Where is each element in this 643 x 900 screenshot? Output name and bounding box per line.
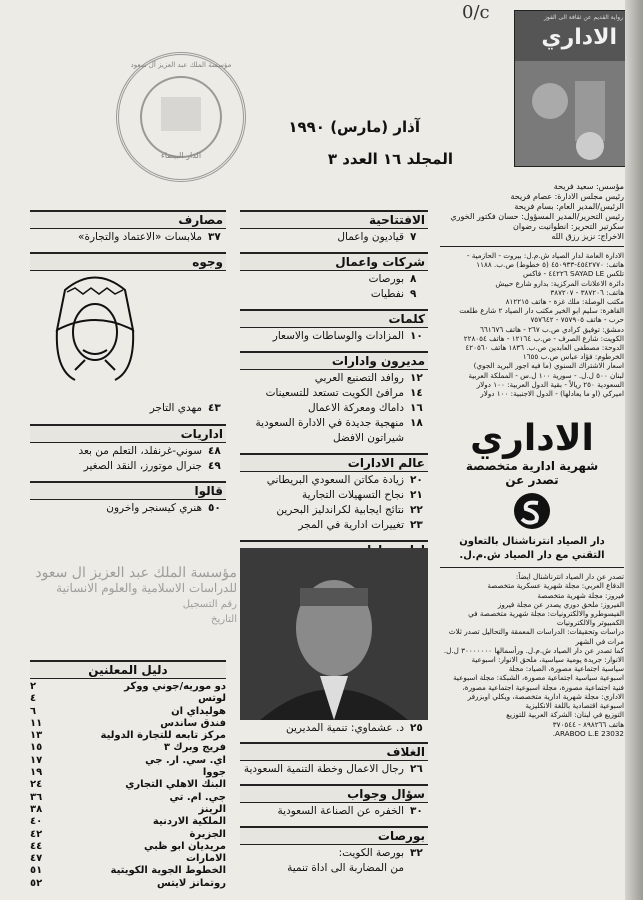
advertiser-entry [30,681,226,693]
toc-entry-page: ١٠ [410,330,423,342]
masthead-publisher-line: التقني مع دار الصياد ش.م.ل. [459,550,605,562]
handwritten-mark: 0/c [462,2,490,23]
masthead-admin-line: اسعار الاشتراك السنوي (ما فيه اجور البريد الجوي) [473,361,624,371]
library-stamp-line2: للدراسات الاسلامية والعلوم الانسانية [56,581,237,595]
toc-section-title: بورصات [240,826,428,845]
toc-entry-title: قياديون واعمال [337,231,404,243]
advertiser-name: مريديان ابو ظبي [143,840,226,852]
toc-entry [240,432,428,445]
advertiser-name: لوتس [198,693,226,705]
advertiser-entry [30,829,226,841]
toc-entry-title: بورصات [368,273,404,285]
toc-entry-page [410,862,428,875]
advertiser-page: ٢٤ [30,779,43,791]
masthead-bottom-line: فنية اجتماعية مصورة، مجلة اسبوعية اجتماعية مصورة، [462,682,624,692]
masthead-bottom-line: هاتف ٨٩٨٢٦٦ - ٣٧٠٥٤٤ [552,719,624,729]
advertiser-name: جي. ام. تي [169,791,226,803]
toc-left-lower [30,424,226,515]
advertiser-name: الرينز [198,803,226,815]
toc-section-title: مديرون وادارات [240,351,428,370]
advertiser-page: ٢ [30,681,37,692]
cover-photo [515,61,625,166]
publisher-logo [440,491,624,535]
advertiser-entry [30,693,226,705]
advertisers-title: دليل المعلنين [30,660,226,679]
toc-entry-title: مرافئ الكويت تستعد للتسعينات [265,387,404,399]
advertiser-name: الخطوط الجوية الكويتية [110,865,226,877]
toc-entry [240,288,428,301]
advertiser-name: اي. سي. ار. جي [145,754,226,766]
masthead-staff-line: رئيس التحرير/المدير المسؤول: حسان فكتور الخوري [450,212,624,221]
toc-entry-title: من المضاربة الى اداة تنمية [287,862,404,874]
advertiser-entry [30,878,226,890]
masthead-tagline2: تصدر عن [505,473,559,488]
masthead-bottom-line: سياسية اجتماعية مصورة، الصياد: مجلة [508,664,624,674]
toc-entry-page: ٢٦ [410,763,423,775]
advertiser-entry [30,792,226,804]
advertiser-entry [30,718,226,730]
toc-section-title: وجوه [30,252,226,271]
advertiser-name: مركز تابعه للتجارة الدولية [100,730,226,742]
advertiser-page: ١٧ [30,754,43,766]
masthead-admin-line: تلكس SAYAD LE ٤٤٢٢٦ - فاكس [523,269,624,279]
toc-entry [30,231,226,244]
toc-entry-title: ملابسات «الاعتماد والتجارة» [78,231,202,243]
library-stamp-line3: رقم التسجيل [182,599,237,610]
masthead-bottom-line: الدفاع العربي: مجلة شهرية عسكرية متخصصة [487,581,624,591]
toc-entry-title: بورصة الكويت: [338,847,404,859]
advertiser-entry [30,730,226,742]
advertisers-list [30,681,226,890]
issue-date: آذار (مارس) ١٩٩٠ [288,118,420,136]
advertiser-entry [30,804,226,816]
advertiser-page: ٤٤ [30,840,43,852]
advertiser-entry [30,816,226,828]
masthead-bottom-line: الفيسوطرو والالكترونيات: مجلة شهرية متخصصة في [468,609,624,619]
masthead-staff-line: الاخراج: نزيز رزق الله [551,232,624,241]
advertiser-page: ١٣ [30,730,43,742]
toc-entry [240,474,428,487]
masthead-bottom-line: كما تصدر عن دار الصياد ش.م.ل. ورأسمالها ٣٠٠٠٠٠٠٠ ل.ل. [443,645,624,655]
masthead-bottom-line: فيروز: مجلة شهرية متخصصة [537,590,624,600]
toc-entry-title: منهجية جديدة في الادارة السعودية [255,417,404,429]
toc-center-lower [240,742,428,875]
cover-logo: الاداري [541,25,617,50]
toc-entry [240,273,428,286]
advertiser-name: الامارات [185,853,226,865]
toc-entry [240,504,428,517]
masthead-bottom [440,572,624,738]
toc-entry-title: شيراتون الافضل [332,432,404,444]
toc-section-title: سؤال وجواب [240,784,428,803]
advertiser-page: ٤٧ [30,853,43,865]
toc-entry-page: ٣٢ [410,847,423,859]
masthead-logo: الاداري [470,418,594,460]
masthead-admin-line: هاتف: ٣٨٧٢٠٦ - ٣٨٧٢٠٧ [550,287,624,297]
toc-entry-page: ١٦ [410,402,423,414]
toc-entry-page: ١٤ [410,387,423,399]
toc-section-title: الافتتاحية [240,210,428,229]
masthead-tagline1: شهرية ادارية متخصصة [465,459,599,474]
toc-entry-title: الخفره عن الصناعة السعودية [277,805,404,817]
advertiser-entry [30,865,226,877]
toc-entry-title: المزادات والوساطات والاسعار [272,330,404,342]
toc-entry-page: ٣٠ [410,805,423,817]
advertiser-page: ١٩ [30,767,43,779]
toc-section-title: الغلاف [240,742,428,761]
toc-entry-title: نفطيات [370,288,404,300]
photo-caption [240,722,428,735]
masthead-admin-line: الكويت: شارع الصرف - ص.ب ١٢١٦٤ - هاتف ٢٢٨٠٥٤ [463,333,624,343]
masthead-publisher-line: دار الصياد انترناشنال بالتعاون [459,536,605,548]
masthead-bottom-line: الكمبيوتر والالكترونيات [556,618,624,628]
advertiser-page: ٣٨ [30,803,43,815]
masthead-admin-line: الادارة العامة لدار الصياد ش.م.ل: بيروت - الحازمية - [466,251,624,260]
masthead-staff-line: الرئيس/المدير العام: بسام فريحة [514,202,624,211]
toc-entry [240,847,428,860]
toc-entry-page: ٢٣ [410,519,423,531]
advertiser-entry [30,841,226,853]
library-stamp-line1: مؤسسة الملك عبد العزيز ال سعود [35,565,237,581]
advertiser-name: فندق ساندس [160,717,226,729]
masthead-staff-line: رئيس مجلس الادارة: عصام فريحة [510,192,624,201]
advertiser-entry [30,755,226,767]
advertiser-entry [30,779,226,791]
advertiser-name: روتمانز لايتس [156,877,226,889]
seal-graphic [119,55,243,179]
photo-caption-page: ٢٥ [410,722,423,734]
masthead-bottom-line: الفيروز: ملحق دوري يصدر عن مجلة فيروز [497,599,624,609]
advertiser-page: ٤٠ [30,816,43,828]
portrait-caption-text: مهدي التاجر [149,402,202,414]
toc-entry [240,489,428,502]
advertiser-name: الملكية الاردنية [152,816,226,828]
portrait-caption [30,402,226,415]
advertiser-page: ٣٦ [30,791,43,803]
toc-entry-page: ٤٨ [208,445,221,457]
toc-entry-page: ٩ [410,288,417,300]
advertiser-entry [30,706,226,718]
toc-entry-page: ١٢ [410,372,423,384]
toc-left-lower-sections [30,424,226,515]
toc-entry [240,862,428,875]
masthead-bottom-line: تصدر عن دار الصياد انترناشنال ايضاً: [515,572,624,582]
toc-entry [240,805,428,818]
issue-volume: المجلد ١٦ العدد ٣ [327,150,453,168]
masthead-admin-line: مكتب الوصلة: ملك غزة - هاتف ٨١٢٢١٥ [505,297,624,307]
advertiser-name: البنك الاهلي التجاري [125,779,226,791]
masthead-admin-line: اميركي (او ما يعادلها) - الدول الاجنبية: ١٠٠ دولار [480,389,624,399]
toc-entry [240,417,428,430]
masthead-admin-line: حرب - هاتف ٧٥٧٩٠٥ - ٧٥٧٦٤٢ [530,315,624,325]
advertiser-page: ١١ [30,717,43,729]
toc-entry-title: تغييرات ادارية في المجر [298,519,404,531]
toc-entry-title: نتائج ايجابية لكراندليز البحرين [276,504,404,516]
portrait-sketch-graphic [45,270,145,382]
toc-entry-page: ٨ [410,273,417,285]
advertiser-entry [30,742,226,754]
advertiser-page: ٥٢ [30,877,43,889]
portrait-caption-page: ٤٣ [208,402,221,414]
advertiser-page: ٥١ [30,865,43,877]
toc-section-title: اداريات [30,424,226,443]
masthead-bottom-line: اسبوعية سياسية اجتماعية مصورة، الشبكة: مجلة اسبوعية [453,673,624,683]
institution-seal [116,52,246,182]
masthead-admin-line: هاتف: ٤٥٤٢٧٧٠-٤٥٠٩٣٣ (٥ خطوط) ص.ب. ١١٨٨ [476,260,624,270]
advertiser-name: الجزيرة [189,828,226,840]
advertiser-entry [30,767,226,779]
masthead-admin-line: القاهرة: سليم ابو الخير مكتب دار الصياد ٢ شارع طلعت [459,306,624,316]
toc-section-title: عالم الادارات [240,453,428,472]
toc-entry-page: ٢١ [410,489,423,501]
publisher-logo-icon [512,491,552,531]
toc-entry-page: ٤٩ [208,460,221,472]
advertiser-page: ٤ [30,693,37,705]
toc-section-title: مصارف [30,210,226,229]
seal-center-text: الدار البيضاء [160,151,202,160]
toc-section-title: شركات واعمال [240,252,428,271]
masthead-bottom-line: 23032 ARABOO L.E. [552,728,624,738]
toc-entry [240,231,428,244]
seal-ring-text: مؤسسة الملك عبد العزيز آل سعود [130,61,232,69]
toc-entry-page: ٥٠ [208,502,221,514]
masthead-bottom-line: التوزيع في لبنان: الشركة العربية للتوزيع [506,710,624,720]
masthead-admin [440,251,624,398]
masthead-admin-line: الخرطوم: فؤاد عباس ص.ب ١٦٥٥ [522,352,624,362]
masthead-staff [440,182,624,242]
toc-center-lower-sections [240,742,428,875]
advertiser-page: ٤٢ [30,828,43,840]
toc-entry-title: نجاح التسهيلات التجارية [301,489,404,501]
masthead-admin-line: لبنان ٥٠٠ ل.ل. - سورية ١٠٠ ل.س - المملكة العربية [468,370,624,380]
cover-thumbnail [514,10,626,167]
toc-left-column [30,210,226,271]
toc-center-column [240,210,428,559]
toc-entry-page: ٣٧ [208,231,221,243]
toc-entry-page: ٢٠ [410,474,423,486]
masthead-bottom-line: اسبوعية اقتصادية باللغة الانكليزية [525,701,624,711]
advertisers-box [30,660,226,890]
masthead-admin-line: دائرة الاعلانات المركزية: بدارو شارع حبيش [495,278,624,288]
masthead [440,182,624,738]
advertiser-page: ٦ [30,705,37,717]
toc-entry-title: زيادة مكاتن السعودي البريطاني [266,474,404,486]
portrait-sketch [45,270,145,382]
masthead-admin-line: دمشق: توفيق كرادي ص.ب ٢٦٧ - هاتف ٦٦١٦٧٦ [480,324,624,334]
toc-entry-page: ٢٢ [410,504,423,516]
binding-edge [625,0,643,900]
toc-entry [240,763,428,776]
toc-entry-page: ١٨ [410,417,423,429]
masthead-admin-line: السعودية ٢٥٠ ريالاً - بقية الدول العربية: ١٠٠ دولار [476,379,624,389]
toc-entry [30,502,226,515]
toc-entry [30,445,226,458]
advertiser-name: هوليداي ان [171,705,226,717]
toc-entry-title: رجال الاعمال وخطة التنمية السعودية [243,763,404,775]
toc-section-title: كلمات [240,309,428,328]
toc-entry-page: ٧ [410,231,417,243]
masthead-admin-line: الدوحة: مصطفى العابدين ص.ب. ١٨٣٦ هاتف ٤٢٠٥٦٠ [465,343,624,353]
cover-top-text: رواية القديم عن ثقافة الى الفوز [543,14,623,21]
toc-entry-title: هنري كيسنجر واخرون [106,502,202,514]
photo-caption-text: د. عشماوي: تنمية المديرين [285,722,404,734]
toc-center-sections [240,210,428,559]
masthead-publisher [440,535,624,563]
toc-entry [240,330,428,343]
toc-entry [240,402,428,415]
toc-entry-title: روافد التصنيع العربي [314,372,404,384]
masthead-bottom-line: مرات في الشهر [575,636,624,646]
toc-entry-page [410,432,428,445]
masthead-bottom-line: الانوار: جريدة يومية سياسية، ملحق الانوار: اسبوعية [471,655,624,665]
masthead-bottom-line: الاداري: مجلة شهرية ادارية متخصصة، ويكلي اوبزرفر [467,691,624,701]
advertiser-page: ١٥ [30,742,43,754]
masthead-bottom-line: دراسات وتحقيقات: الدراسات المعمقة والتحاليل تصدر ثلاث [448,627,624,637]
toc-entry-title: داماك ومعركة الاعمال [308,402,404,414]
author-photo [240,548,428,720]
toc-entry-title: جنرال موتورز، النقد الصغير [83,460,202,472]
toc-entry [240,519,428,532]
advertiser-name: جووا [202,767,226,779]
toc-left-sections [30,210,226,271]
masthead-staff-line: مؤسس: سعيد فريحة [553,182,624,191]
library-stamp [12,565,237,625]
toc-entry-title: سوني-غرنفلد، التعلم من بعد [78,445,202,457]
toc-entry [240,387,428,400]
library-stamp-line4: التاريخ [211,614,237,625]
advertiser-name: دو موريه/جوني ووكر [124,681,226,692]
masthead-staff-line: سكرتير التحرير: انطوانيت رضوان [513,222,624,231]
toc-entry [30,460,226,473]
author-photo-graphic [240,548,428,720]
advertiser-entry [30,853,226,865]
toc-entry [240,372,428,385]
toc-section-title: قالوا [30,481,226,500]
advertiser-name: فريج وبرك ٣ [163,742,226,754]
